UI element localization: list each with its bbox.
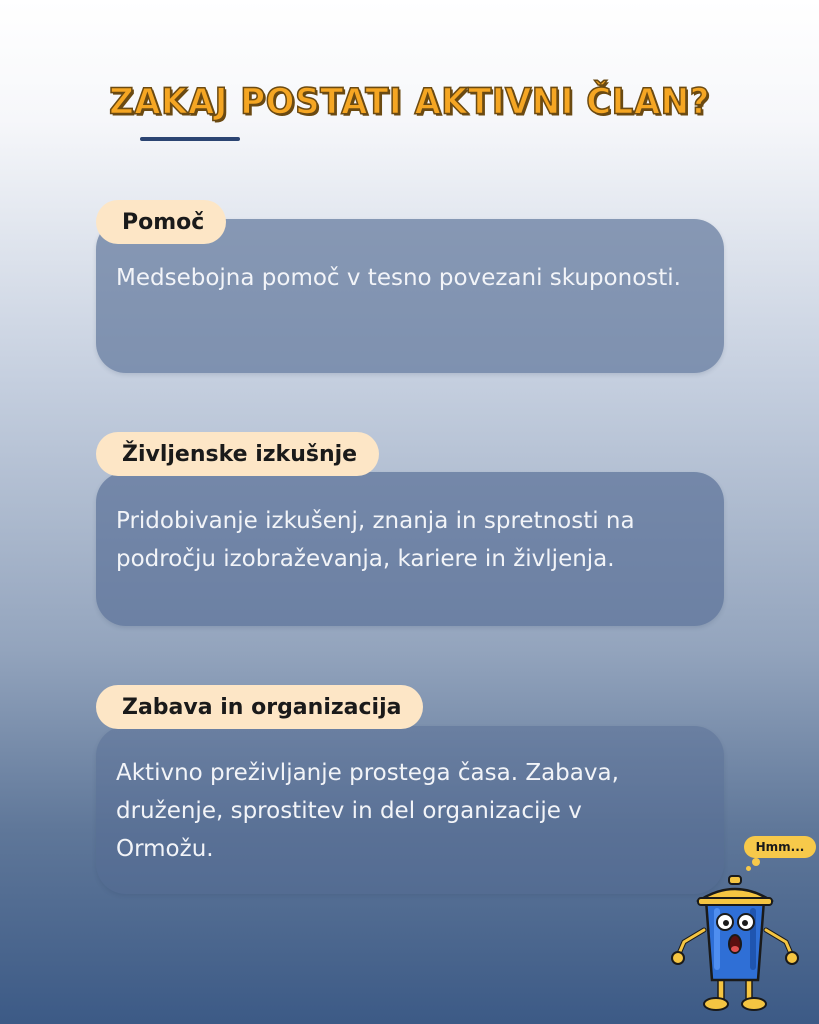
speech-bubble: Hmm...: [744, 836, 816, 858]
title-underline: [140, 137, 240, 141]
page-title: ZAKAJ POSTATI AKTIVNI ČLAN?: [109, 81, 710, 123]
trash-bin-mascot-icon: [670, 860, 800, 1020]
tag-zivljenske-izkusnje: Življenske izkušnje: [96, 432, 379, 476]
card-zabava: [96, 726, 724, 894]
tag-zabava: Zabava in organizacija: [96, 685, 423, 729]
card-text: Pridobivanje izkušenj, znanja in spretnosti na področju izobraževanja, kariere in življenja.: [116, 508, 635, 572]
card-text: Aktivno preživljanje prostega časa. Zabava, druženje, sprostitev in del organizacije v Ormožu.: [116, 760, 619, 862]
card-zivljenske-izkusnje: [96, 472, 724, 626]
card-text: Medsebojna pomoč v tesno povezani skuponosti.: [116, 265, 681, 291]
tag-pomoc: Pomoč: [96, 200, 226, 244]
